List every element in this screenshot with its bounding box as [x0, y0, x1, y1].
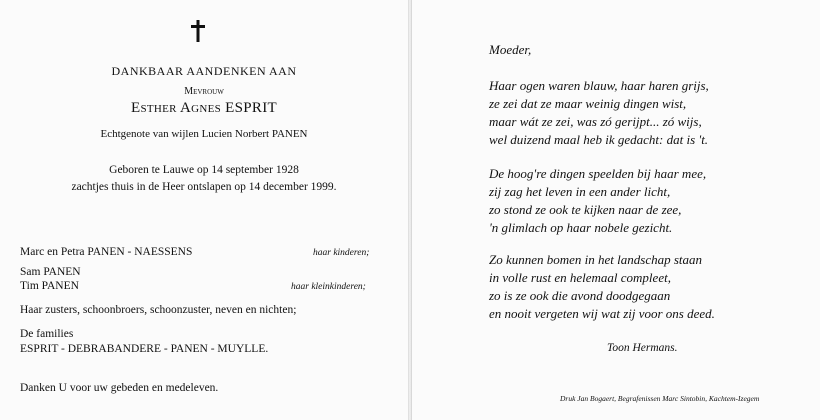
families-label: De families: [20, 328, 74, 340]
poem-line: 'n glimlach op haar nobele gezicht.: [489, 220, 673, 235]
poem-line: zo is ze ook die avond doodgegaan: [489, 288, 671, 303]
spouse-line: Echtgenote van wijlen Lucien Norbert PANEN: [100, 128, 308, 140]
poem-line: Haar ogen waren blauw, haar haren grijs,: [489, 78, 709, 93]
right-panel: [412, 0, 820, 420]
birth-line: Geboren te Lauwe op 14 september 1928: [109, 164, 299, 176]
children-label: haar kinderen;: [313, 248, 370, 258]
poem-line: ze zei dat ze maar weinig dingen wist,: [489, 96, 687, 111]
deceased-name: Esther Agnes ESPRIT: [131, 100, 277, 116]
children-names: Marc en Petra PANEN - NAESSENS: [20, 246, 193, 258]
left-panel: [0, 0, 408, 420]
death-line: zachtjes thuis in de Heer ontslapen op 14 december 1999.: [71, 181, 337, 193]
families-names: ESPRIT - DEBRABANDERE - PANEN - MUYLLE.: [20, 343, 269, 355]
poem-line: en nooit vergeten wij wat zij voor ons deed.: [489, 306, 715, 321]
cross-icon: [190, 20, 206, 42]
poem-line: wel duizend maal heb ik gedacht: dat is 't.: [489, 132, 709, 147]
printer-credit: Druk Jan Bogaert, Begrafenissen Marc Sintobin, Kachtem-Izegem: [560, 394, 760, 403]
honorific: Mevrouw: [184, 86, 224, 97]
poem-line: De hoog're dingen speelden bij haar mee,: [489, 166, 707, 181]
poem-line: Zo kunnen bomen in het landschap staan: [489, 252, 703, 267]
poem-line: zij zag het leven in een ander licht,: [489, 184, 671, 199]
poem-line: maar wát ze zei, was zó gerijpt... zó wijs,: [489, 114, 702, 129]
poem-line: in volle rust en helemaal compleet,: [489, 270, 671, 285]
grandchild-name: Sam PANEN: [20, 266, 81, 278]
relatives-line: Haar zusters, schoonbroers, schoonzuster, neven en nichten;: [20, 304, 297, 316]
grandchild-name: Tim PANEN: [20, 280, 79, 292]
heading: DANKBAAR AANDENKEN AAN: [111, 64, 297, 78]
poem-author: Toon Hermans.: [607, 342, 678, 354]
salutation: Moeder,: [489, 42, 532, 57]
grandchildren-label: haar kleinkinderen;: [291, 282, 366, 292]
thanks-line: Danken U voor uw gebeden en medeleven.: [20, 382, 219, 394]
poem-line: zo stond ze ook te kijken naar de zee,: [489, 202, 682, 217]
